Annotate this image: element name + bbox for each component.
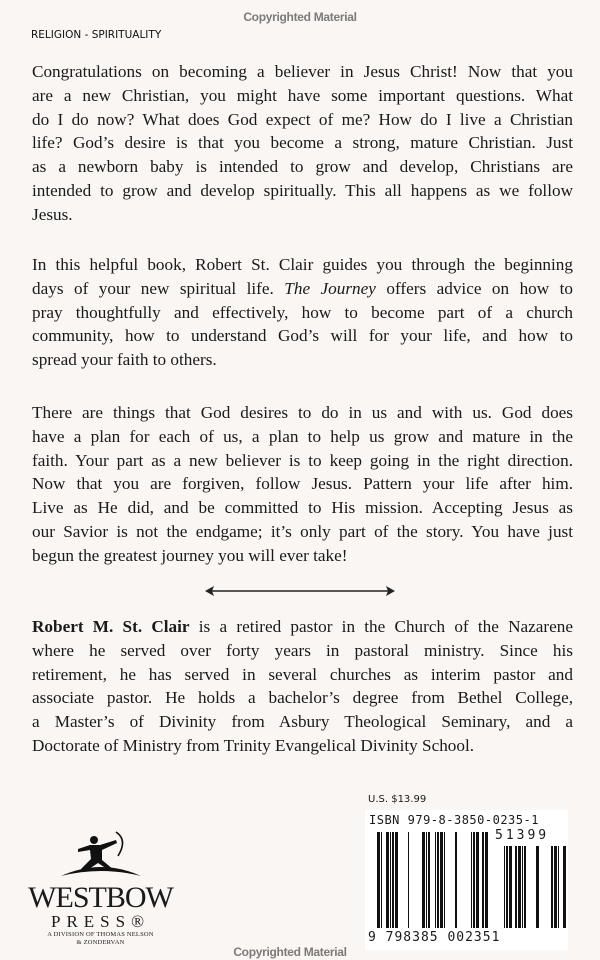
text-segment: days of your new spiritual life.: [32, 278, 274, 298]
publisher-logo: [28, 830, 173, 947]
category-label: RELIGION - SPIRITUALITY: [31, 29, 162, 41]
barcode-bar: [426, 832, 427, 928]
barcode-bar: [381, 832, 382, 928]
barcode-bar: [392, 832, 394, 928]
text-line: Live as He did, and be committed to His mission. Accepting Jesus as: [32, 498, 573, 518]
addon-digits: 51399: [495, 828, 550, 843]
publisher-sub: PRESS®: [50, 912, 150, 931]
text-line: retirement, he has served in several churches as interim pastor and: [32, 664, 573, 684]
copyright-watermark-bottom: Copyrighted Material: [233, 945, 347, 959]
text-segment: is a retired pastor in the Church of the Nazarene: [198, 617, 573, 636]
author-bio: [32, 615, 573, 758]
barcode-bar: [509, 846, 512, 928]
text-line: our Savior is not the endgame; it’s only part of the story. You have just: [32, 521, 573, 541]
barcode-bar: [504, 846, 505, 928]
text-line: do I do now? What does God expect of me? How do I live a Christian: [32, 109, 573, 129]
text-line: where he served over forty years in pastoral ministry. Since his: [32, 640, 573, 660]
publisher-division: & ZONDERVAN: [76, 939, 125, 946]
barcode-bar: [551, 846, 553, 928]
barcode-bar: [482, 832, 484, 928]
barcode-bar: [558, 846, 559, 928]
text-line: a Master’s of Divinity from Asbury Theological Seminary, and a: [32, 712, 573, 732]
archer-icon: [56, 830, 146, 878]
text-line: have a plan for each of us, a plan to help us grow and mature in the: [32, 426, 573, 446]
description-paragraph-1: [32, 60, 573, 227]
text-line: Jesus.: [32, 204, 73, 224]
author-name: Robert M. St. Clair: [32, 617, 190, 636]
barcode-bar: [395, 832, 398, 928]
text-line: There are things that God desires to do in us and with us. God does: [32, 403, 573, 422]
text-line: intended to grow and develop spiritually. This all happens as we follow: [32, 180, 573, 200]
text-line: associate pastor. He holds a bachelor’s degree from Bethel College,: [32, 688, 573, 708]
publisher-division: A DIVISION OF THOMAS NELSON: [47, 931, 154, 938]
price-label: U.S. $13.99: [368, 794, 427, 805]
barcode-bar: [440, 832, 443, 928]
barcode-bar: [536, 846, 539, 928]
barcode-bar: [444, 832, 445, 928]
text-line: Doctorate of Ministry from Trinity Evangelical Divinity School.: [32, 735, 475, 755]
barcode-bar: [435, 832, 436, 928]
text-line: Congratulations on becoming a believer in Jesus Christ! Now that you: [32, 62, 573, 81]
text-line: In this helpful book, Robert St. Clair guides you through the beginning: [32, 255, 573, 274]
text-segment: offers advice on how to: [386, 278, 574, 298]
barcode-bar: [485, 832, 488, 928]
book-title: The Journey: [284, 278, 376, 298]
barcode-bar: [386, 832, 389, 928]
text-line: are a new Christian, you might have some important questions. What: [32, 85, 573, 105]
barcode-bar: [455, 832, 457, 928]
text-line: pray thoughtfully and effectively, how to become part of a church: [32, 302, 573, 322]
text-line: faith. Your part as a new believer is to keep going in the right direction.: [32, 450, 573, 470]
barcode-bar: [377, 832, 380, 928]
barcode-bar: [524, 846, 526, 928]
barcode-bar: [408, 832, 409, 928]
text-line: life? God’s desire is that you become a strong, mature Christian. Just: [32, 133, 573, 153]
barcode-bar: [554, 846, 557, 928]
barcode-bar: [390, 832, 391, 928]
barcode-bar: [428, 832, 430, 928]
text-line: as a newborn baby is intended to grow and develop, Christians are: [32, 157, 573, 177]
publisher-name: WESTBOW: [28, 881, 173, 914]
barcode-bar: [563, 846, 566, 928]
barcode-bar: [518, 846, 521, 928]
description-paragraph-2: [32, 253, 573, 372]
barcode-bar: [522, 846, 523, 928]
text-line: spread your faith to others.: [32, 350, 217, 370]
barcode-bar: [437, 832, 439, 928]
copyright-watermark-top: Copyrighted Material: [243, 10, 357, 24]
isbn-barcode: [365, 810, 568, 950]
barcode-bar: [476, 832, 479, 928]
text-line: [32, 277, 573, 301]
isbn-label: ISBN 979-8-3850-0235-1: [369, 813, 539, 827]
text-line: begun the greatest journey you will ever take!: [32, 545, 348, 565]
barcode-bar: [515, 846, 517, 928]
text-line: Now that you are forgiven, follow Jesus. Pattern your life after him.: [32, 474, 573, 494]
description-paragraph-3: [32, 401, 573, 568]
barcode-digits: 9 798385 002351: [368, 930, 501, 945]
text-line: [32, 615, 573, 639]
double-arrow-divider-icon: [205, 584, 395, 598]
barcode-bar: [422, 832, 425, 928]
text-line: community, how to understand God’s will for your life, and how to: [32, 326, 573, 346]
barcode-bar: [506, 846, 508, 928]
barcode-bar: [473, 832, 475, 928]
barcode-bar: [471, 832, 472, 928]
